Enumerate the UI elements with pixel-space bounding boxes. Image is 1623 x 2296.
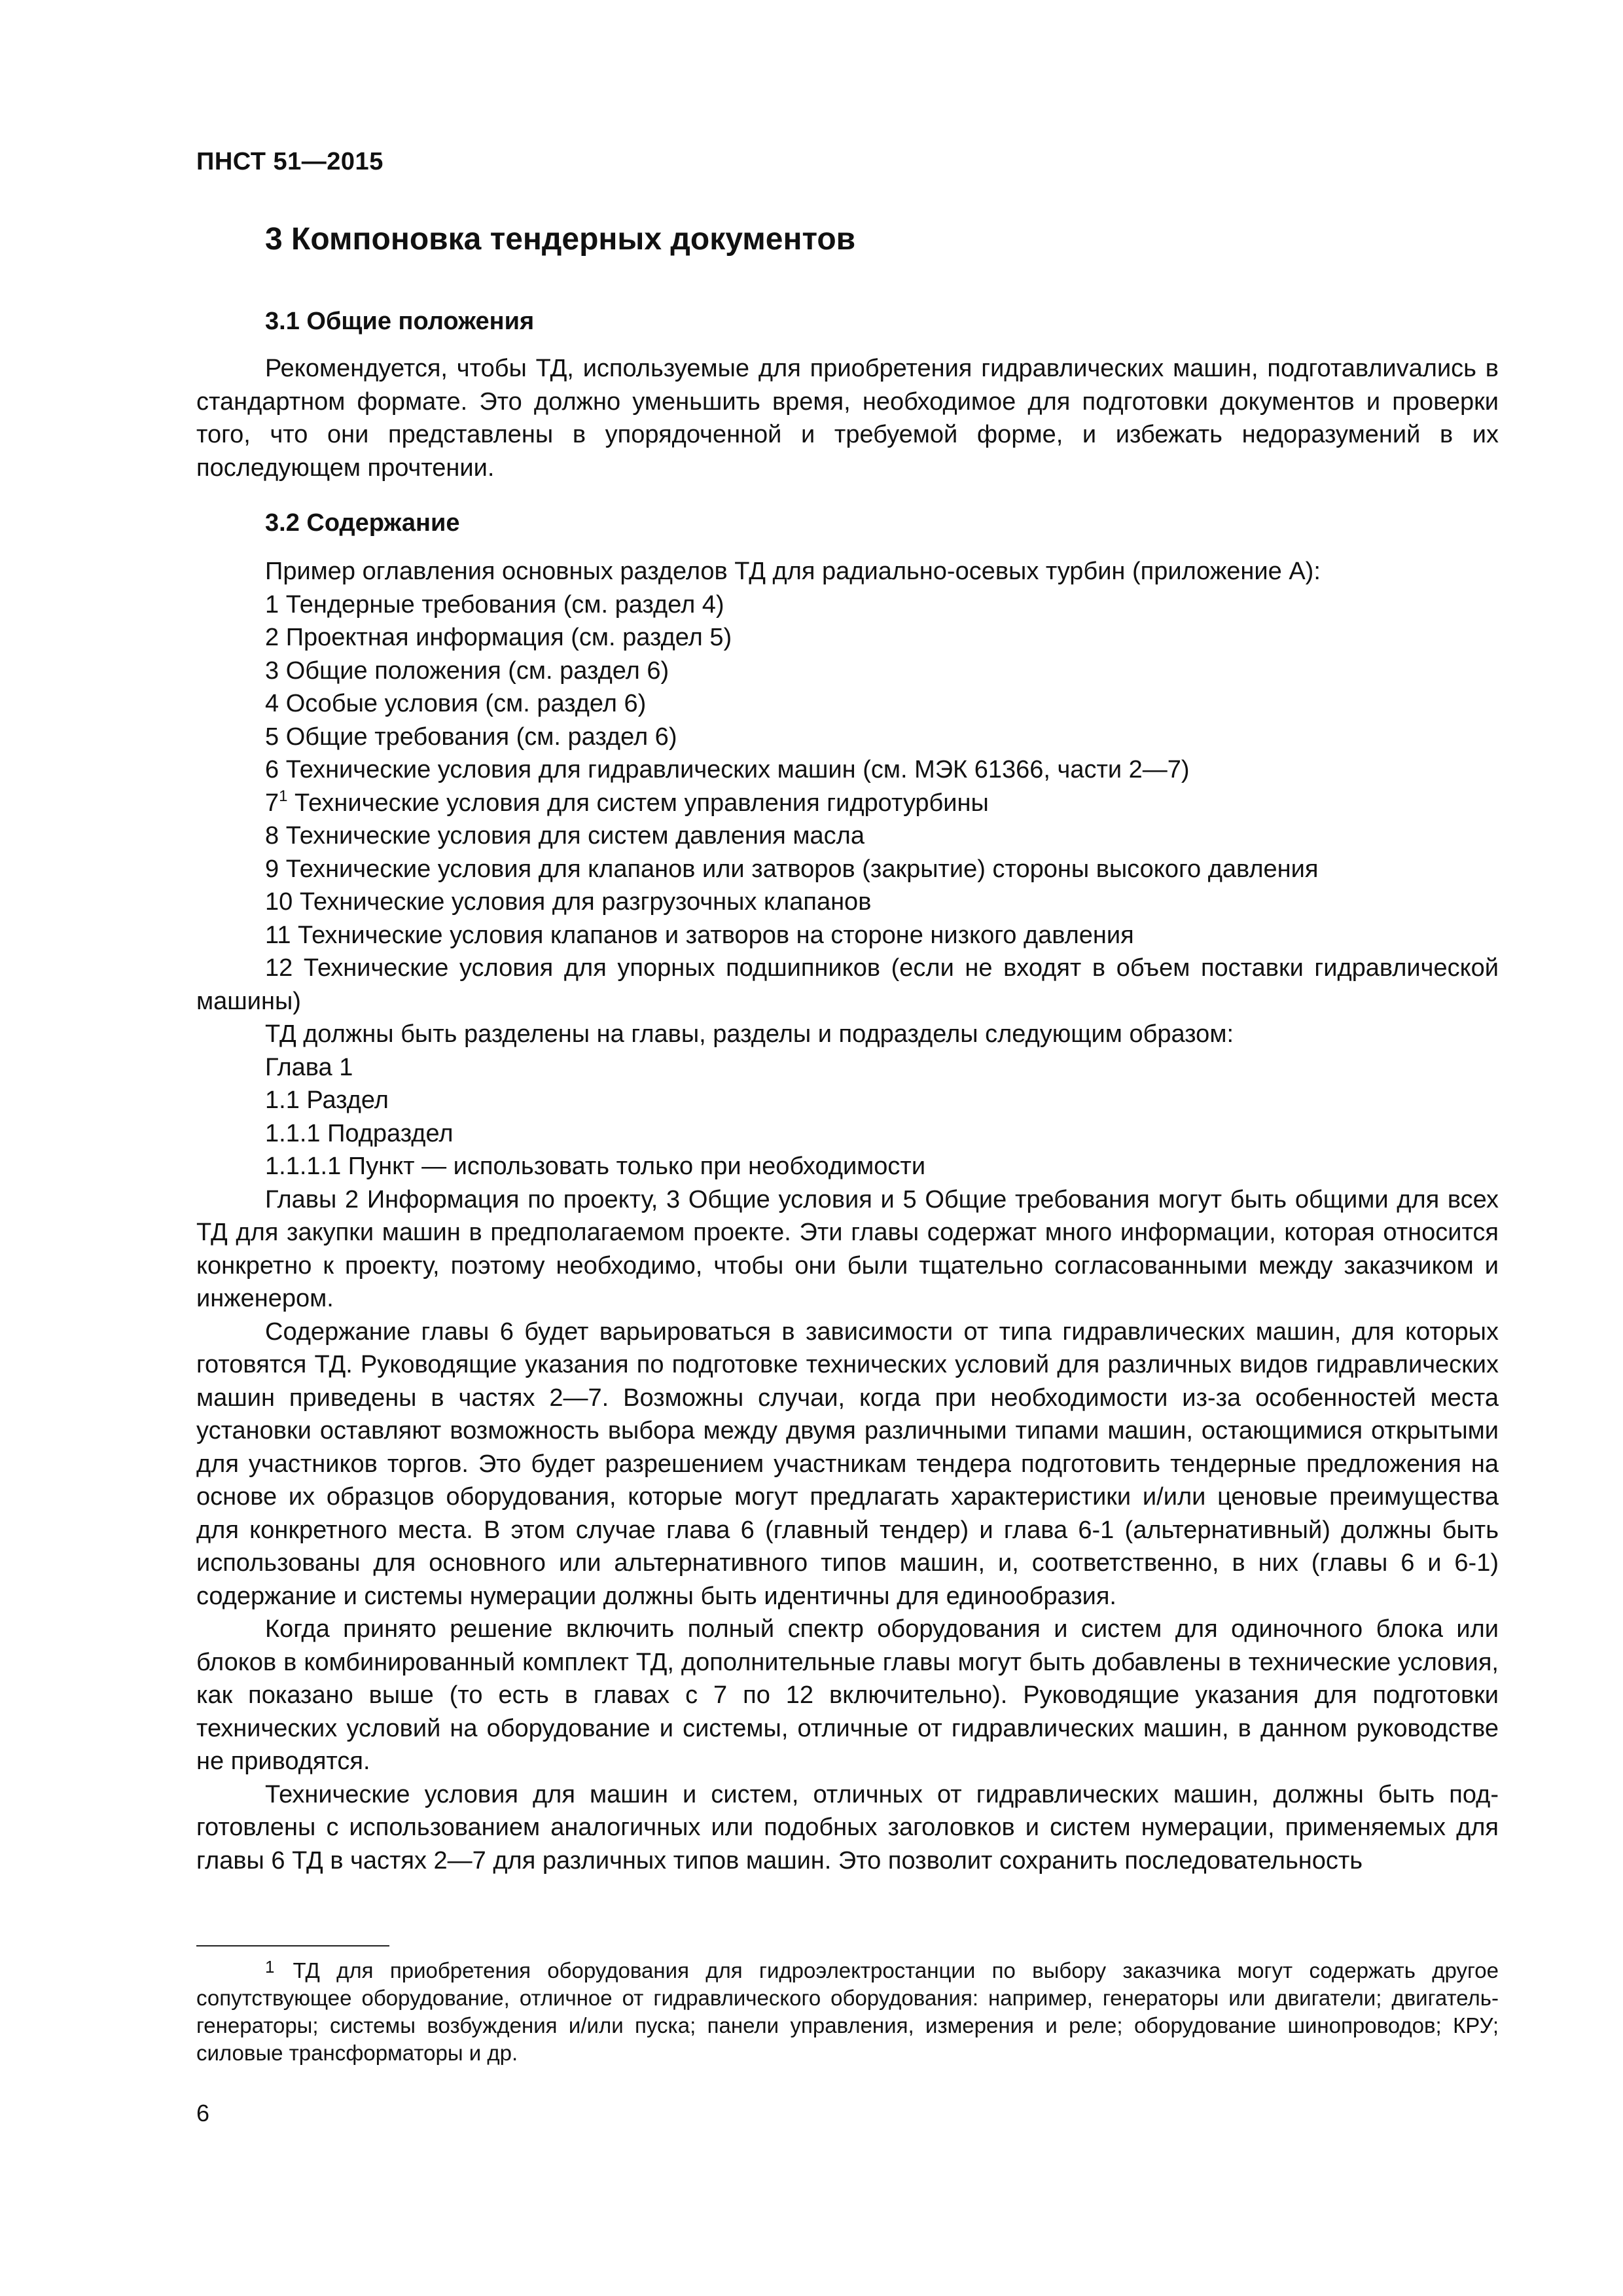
footnote-separator — [196, 1945, 389, 1946]
list-item: 9 Технические условия для клапанов или затворов (закрытие) стороны высокого давления — [265, 855, 1319, 883]
footnote-reference[interactable]: 1 — [279, 787, 288, 805]
paragraph: Когда принято решение включить полный спектр оборудования и систем для одиночного блока или блоков в комбинированный комплект ТД, дополнительные главы могут быть добавлены в технические условия, как показано выше (то есть в главах с 7 по 12 включительно). Руководящие указания для подготовки технических условий на оборудование и системы, отличные от гидравлических машин, в данном руководстве не приводятся. — [196, 1615, 1499, 1775]
list-item: 1 Тендерные требования (см. раздел 4) — [265, 590, 724, 619]
section-title: 3 Компоновка тендерных документов — [265, 222, 856, 257]
subsection-title-general: 3.1 Общие положения — [265, 308, 535, 335]
paragraph: Главы 2 Информация по проекту, 3 Общие условия и 5 Общие требования могут быть общими для всех ТД для закупки машин в предполагаемом проекте. Эти главы содержат много информации, которая относится конкретно к проекту, поэтому необходимо, чтобы они были тщательно согласованными между заказчиком и инженером. — [196, 1185, 1499, 1312]
subsection-general-body — [196, 352, 1499, 484]
structure-intro: ТД должны быть разделены на главы, разделы и подразделы следующим образом: — [265, 1020, 1234, 1048]
paragraph: Рекомендуется, чтобы ТД, используемые для приобретения гидравлических машин, подготавлиvались в стандартном формате. Это должно уменьшить время, необходимое для подготовки документов и проверки того, что они представлены в упорядоченной и требуемой форме, и избежать недоразумений в их последующем прочтении. — [196, 355, 1499, 482]
paragraph: Технические условия для машин и систем, отличных от гидравлических машин, должны быть подготовлены с использованием аналогичных или подобных заголовков и систем нумерации, применяемых для главы 6 ТД в частях 2—7 для различных типов машин. Это позволит сохранить последовательность — [196, 1780, 1499, 1874]
list-item: 5 Общие требования (см. раздел 6) — [265, 723, 677, 751]
structure-item: 1.1 Раздел — [265, 1086, 389, 1114]
subsection-title-contents: 3.2 Содержание — [265, 509, 460, 537]
list-item: 2 Проектная информация (см. раздел 5) — [265, 624, 732, 651]
list-item: 8 Технические условия для систем давления масла — [265, 822, 865, 850]
list-item: 11 Технические условия клапанов и затворов на стороне низкого давления — [265, 921, 1134, 949]
footnote — [196, 1957, 1499, 2067]
structure-item: 1.1.1.1 Пункт — использовать только при необходимости — [265, 1153, 926, 1180]
list-intro: Пример оглавления основных разделов ТД для радиально-осевых турбин (приложение А): — [265, 558, 1321, 585]
list-item: 4 Особые условия (см. раздел 6) — [265, 690, 647, 717]
footnote-text: ТД для приобретения оборудования для гидроэлектростанции по выбору заказчика могут содержать другое сопутствующее оборудование, отличное от гидравлического оборудования: например, генераторы или двигатели; двигатель-генераторы; системы возбуждения и/или пуска; панели управления, измерения и реле; оборудование шинопроводов; КРУ; силовые трансформаторы и др. — [196, 1958, 1499, 2065]
document-code: ПНСТ 51—2015 — [196, 148, 383, 175]
structure-item: Глава 1 — [265, 1053, 353, 1081]
page-number: 6 — [196, 2100, 210, 2126]
list-item: 10 Технические условия для разгрузочных клапанов — [265, 888, 872, 916]
list-item-number: 7 — [265, 789, 279, 817]
list-item: 12 Технические условия для упорных подшипников (если не входят в объем поставки гидравлической машины) — [196, 954, 1499, 1015]
list-item: 3 Общие положения (см. раздел 6) — [265, 656, 669, 685]
paragraph: Содержание главы 6 будет варьироваться в зависимости от типа гидравлических машин, для которых готовятся ТД. Руководящие указания по подготовке технических условий для различных видов гидравлических машин приведены в частях 2—7. Возможны случаи, когда при необходимости из-за особенностей места установки оставляют возможность выбора между двумя различными типами машин, остающимися открытыми для участников торгов. Это будет разрешением участникам тендера подготовить тендерные предложения на основе их образцов оборудования, которые могут предлагать характеристики и/или ценовые преимущества для конкретного места. В этом случае глава 6 (главный тендер) и глава 6-1 (альтернативный) должны быть использованы для основного или альтернативного типов машин, и, соответственно, в них (главы 6 и 6-1) содержание и системы нумерации должны быть идентичны для единообразия. — [196, 1318, 1499, 1610]
structure-item: 1.1.1 Подраздел — [265, 1119, 454, 1147]
list-item — [196, 787, 1499, 820]
list-item: 6 Технические условия для гидравлических машин (см. МЭК 61366, части 2—7) — [265, 756, 1190, 783]
footnote-mark: 1 — [265, 1957, 275, 1977]
list-item-text: Технические условия для систем управления гидротурбины — [287, 789, 989, 817]
subsection-contents-body — [196, 555, 1499, 1877]
